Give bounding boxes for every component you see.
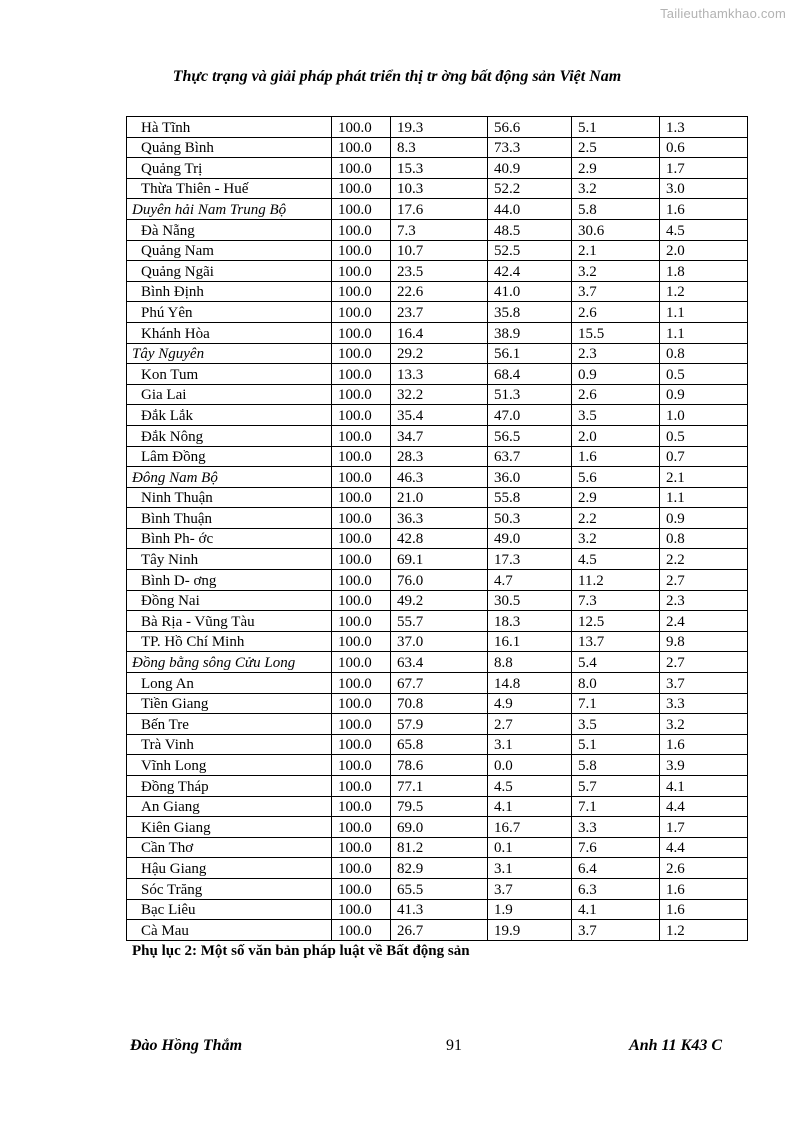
- cell-value: 2.0: [660, 240, 748, 261]
- cell-value: 17.6: [391, 199, 488, 220]
- cell-value: 100.0: [332, 240, 391, 261]
- cell-value: 8.0: [572, 673, 660, 694]
- cell-value: 40.9: [488, 158, 572, 179]
- cell-value: 35.4: [391, 405, 488, 426]
- table-row: [127, 631, 748, 652]
- cell-value: 35.8: [488, 302, 572, 323]
- cell-value: 30.5: [488, 590, 572, 611]
- cell-location-name: Hà Tĩnh: [127, 117, 332, 138]
- cell-value: 1.9: [488, 899, 572, 920]
- cell-value: 3.2: [660, 714, 748, 735]
- cell-value: 16.4: [391, 322, 488, 343]
- cell-value: 3.7: [660, 673, 748, 694]
- cell-value: 8.8: [488, 652, 572, 673]
- cell-value: 100.0: [332, 405, 391, 426]
- cell-value: 100.0: [332, 776, 391, 797]
- cell-value: 42.8: [391, 528, 488, 549]
- cell-location-name: Quảng Ngãi: [127, 261, 332, 282]
- cell-value: 76.0: [391, 570, 488, 591]
- cell-value: 1.7: [660, 817, 748, 838]
- cell-location-name: Vĩnh Long: [127, 755, 332, 776]
- cell-value: 29.2: [391, 343, 488, 364]
- cell-value: 100.0: [332, 528, 391, 549]
- cell-value: 1.1: [660, 487, 748, 508]
- cell-value: 100.0: [332, 878, 391, 899]
- cell-location-name: Tiền Giang: [127, 693, 332, 714]
- cell-value: 3.7: [572, 920, 660, 941]
- cell-value: 100.0: [332, 590, 391, 611]
- cell-value: 5.4: [572, 652, 660, 673]
- cell-value: 100.0: [332, 796, 391, 817]
- cell-value: 1.6: [660, 878, 748, 899]
- cell-value: 46.3: [391, 467, 488, 488]
- cell-value: 21.0: [391, 487, 488, 508]
- cell-value: 56.1: [488, 343, 572, 364]
- cell-value: 23.5: [391, 261, 488, 282]
- cell-value: 1.1: [660, 302, 748, 323]
- cell-value: 1.6: [660, 734, 748, 755]
- cell-value: 4.5: [488, 776, 572, 797]
- cell-value: 18.3: [488, 611, 572, 632]
- table-row: [127, 158, 748, 179]
- cell-value: 2.7: [488, 714, 572, 735]
- cell-value: 7.3: [572, 590, 660, 611]
- cell-value: 100.0: [332, 425, 391, 446]
- cell-value: 100.0: [332, 384, 391, 405]
- cell-value: 2.0: [572, 425, 660, 446]
- cell-value: 57.9: [391, 714, 488, 735]
- cell-location-name: Gia Lai: [127, 384, 332, 405]
- cell-value: 100.0: [332, 178, 391, 199]
- cell-value: 100.0: [332, 343, 391, 364]
- cell-value: 100.0: [332, 858, 391, 879]
- cell-value: 5.8: [572, 199, 660, 220]
- cell-value: 34.7: [391, 425, 488, 446]
- cell-location-name: Kiên Giang: [127, 817, 332, 838]
- cell-value: 63.4: [391, 652, 488, 673]
- cell-value: 15.5: [572, 322, 660, 343]
- table-row: [127, 920, 748, 941]
- cell-value: 100.0: [332, 920, 391, 941]
- page-footer: [130, 1037, 722, 1057]
- cell-value: 2.7: [660, 570, 748, 591]
- cell-value: 38.9: [488, 322, 572, 343]
- cell-location-name: Quảng Nam: [127, 240, 332, 261]
- cell-value: 100.0: [332, 158, 391, 179]
- cell-value: 7.3: [391, 219, 488, 240]
- cell-location-name: Ninh Thuận: [127, 487, 332, 508]
- table-row-region: [127, 652, 748, 673]
- cell-value: 4.9: [488, 693, 572, 714]
- cell-value: 4.5: [572, 549, 660, 570]
- table-row: [127, 899, 748, 920]
- cell-value: 3.7: [488, 878, 572, 899]
- cell-location-name: Bạc Liêu: [127, 899, 332, 920]
- cell-value: 65.5: [391, 878, 488, 899]
- cell-value: 4.1: [572, 899, 660, 920]
- cell-value: 100.0: [332, 549, 391, 570]
- cell-location-name: Phú Yên: [127, 302, 332, 323]
- cell-value: 22.6: [391, 281, 488, 302]
- cell-value: 3.3: [572, 817, 660, 838]
- table-row: [127, 570, 748, 591]
- cell-value: 3.5: [572, 714, 660, 735]
- cell-value: 0.9: [572, 364, 660, 385]
- cell-value: 49.2: [391, 590, 488, 611]
- cell-location-name: Tây Nguyên: [127, 343, 332, 364]
- cell-value: 100.0: [332, 652, 391, 673]
- cell-value: 1.6: [660, 899, 748, 920]
- cell-value: 3.0: [660, 178, 748, 199]
- cell-location-name: TP. Hồ Chí Minh: [127, 631, 332, 652]
- cell-value: 0.1: [488, 837, 572, 858]
- cell-value: 13.3: [391, 364, 488, 385]
- cell-value: 48.5: [488, 219, 572, 240]
- cell-value: 100.0: [332, 611, 391, 632]
- cell-value: 1.7: [660, 158, 748, 179]
- cell-value: 0.7: [660, 446, 748, 467]
- cell-value: 1.0: [660, 405, 748, 426]
- cell-value: 1.1: [660, 322, 748, 343]
- cell-value: 3.1: [488, 734, 572, 755]
- cell-value: 5.7: [572, 776, 660, 797]
- cell-value: 36.3: [391, 508, 488, 529]
- cell-value: 32.2: [391, 384, 488, 405]
- cell-value: 2.2: [660, 549, 748, 570]
- cell-value: 28.3: [391, 446, 488, 467]
- cell-value: 15.3: [391, 158, 488, 179]
- cell-value: 65.8: [391, 734, 488, 755]
- cell-value: 9.8: [660, 631, 748, 652]
- cell-value: 13.7: [572, 631, 660, 652]
- cell-value: 8.3: [391, 137, 488, 158]
- cell-value: 37.0: [391, 631, 488, 652]
- cell-location-name: Tây Ninh: [127, 549, 332, 570]
- cell-location-name: An Giang: [127, 796, 332, 817]
- table-row: [127, 693, 748, 714]
- cell-value: 3.2: [572, 178, 660, 199]
- cell-value: 5.1: [572, 734, 660, 755]
- cell-value: 1.2: [660, 281, 748, 302]
- footer-class-code: Anh 11 K43 C: [629, 1037, 722, 1054]
- cell-location-name: Bình D- ơng: [127, 570, 332, 591]
- table-row: [127, 219, 748, 240]
- cell-value: 2.9: [572, 158, 660, 179]
- table-row: [127, 508, 748, 529]
- cell-value: 7.1: [572, 693, 660, 714]
- cell-location-name: Thừa Thiên - Huế: [127, 178, 332, 199]
- cell-location-name: Cần Thơ: [127, 837, 332, 858]
- cell-value: 17.3: [488, 549, 572, 570]
- cell-value: 2.6: [660, 858, 748, 879]
- cell-value: 100.0: [332, 117, 391, 138]
- cell-value: 69.1: [391, 549, 488, 570]
- cell-location-name: Đà Nẵng: [127, 219, 332, 240]
- cell-value: 26.7: [391, 920, 488, 941]
- cell-value: 5.6: [572, 467, 660, 488]
- appendix-heading: Phụ lục 2: Một số văn bản pháp luật về Bất động sản: [132, 943, 470, 959]
- statistics-table: [126, 116, 748, 941]
- cell-value: 5.1: [572, 117, 660, 138]
- cell-location-name: Bình Định: [127, 281, 332, 302]
- cell-location-name: Hậu Giang: [127, 858, 332, 879]
- cell-value: 50.3: [488, 508, 572, 529]
- cell-value: 6.3: [572, 878, 660, 899]
- table-row: [127, 117, 748, 138]
- cell-value: 23.7: [391, 302, 488, 323]
- cell-value: 52.2: [488, 178, 572, 199]
- cell-value: 3.2: [572, 528, 660, 549]
- table-row: [127, 796, 748, 817]
- cell-location-name: Đắk Nông: [127, 425, 332, 446]
- cell-value: 0.5: [660, 364, 748, 385]
- cell-value: 100.0: [332, 137, 391, 158]
- cell-value: 2.5: [572, 137, 660, 158]
- table-row: [127, 878, 748, 899]
- cell-value: 100.0: [332, 322, 391, 343]
- cell-value: 0.6: [660, 137, 748, 158]
- cell-value: 100.0: [332, 837, 391, 858]
- cell-value: 4.7: [488, 570, 572, 591]
- cell-value: 4.5: [660, 219, 748, 240]
- table-row: [127, 817, 748, 838]
- cell-value: 56.6: [488, 117, 572, 138]
- cell-value: 0.9: [660, 508, 748, 529]
- cell-value: 1.8: [660, 261, 748, 282]
- cell-value: 3.9: [660, 755, 748, 776]
- cell-value: 100.0: [332, 446, 391, 467]
- cell-value: 56.5: [488, 425, 572, 446]
- table-row: [127, 137, 748, 158]
- cell-value: 36.0: [488, 467, 572, 488]
- table-row: [127, 405, 748, 426]
- cell-value: 19.9: [488, 920, 572, 941]
- cell-value: 55.8: [488, 487, 572, 508]
- cell-value: 100.0: [332, 714, 391, 735]
- cell-value: 2.9: [572, 487, 660, 508]
- table-row: [127, 611, 748, 632]
- cell-value: 0.5: [660, 425, 748, 446]
- cell-value: 100.0: [332, 219, 391, 240]
- table-row: [127, 322, 748, 343]
- cell-value: 1.3: [660, 117, 748, 138]
- cell-value: 81.2: [391, 837, 488, 858]
- cell-value: 100.0: [332, 487, 391, 508]
- cell-location-name: Bà Rịa - Vũng Tàu: [127, 611, 332, 632]
- table-row: [127, 178, 748, 199]
- cell-value: 0.0: [488, 755, 572, 776]
- cell-location-name: Trà Vinh: [127, 734, 332, 755]
- cell-value: 100.0: [332, 261, 391, 282]
- cell-value: 11.2: [572, 570, 660, 591]
- table-row: [127, 446, 748, 467]
- cell-value: 42.4: [488, 261, 572, 282]
- table-row-region: [127, 467, 748, 488]
- cell-value: 68.4: [488, 364, 572, 385]
- cell-value: 100.0: [332, 467, 391, 488]
- cell-location-name: Quảng Bình: [127, 137, 332, 158]
- cell-value: 3.5: [572, 405, 660, 426]
- cell-value: 100.0: [332, 899, 391, 920]
- table-row: [127, 384, 748, 405]
- table-body: [127, 117, 748, 941]
- cell-value: 2.3: [572, 343, 660, 364]
- cell-location-name: Bến Tre: [127, 714, 332, 735]
- cell-value: 100.0: [332, 570, 391, 591]
- cell-value: 2.1: [660, 467, 748, 488]
- cell-location-name: Sóc Trăng: [127, 878, 332, 899]
- table-row: [127, 487, 748, 508]
- cell-value: 77.1: [391, 776, 488, 797]
- cell-location-name: Bình Thuận: [127, 508, 332, 529]
- cell-value: 2.6: [572, 384, 660, 405]
- table-row: [127, 549, 748, 570]
- page-number: 91: [446, 1037, 462, 1054]
- cell-value: 100.0: [332, 631, 391, 652]
- cell-value: 49.0: [488, 528, 572, 549]
- cell-value: 3.7: [572, 281, 660, 302]
- cell-value: 4.1: [488, 796, 572, 817]
- cell-location-name: Lâm Đồng: [127, 446, 332, 467]
- cell-value: 2.4: [660, 611, 748, 632]
- cell-location-name: Khánh Hòa: [127, 322, 332, 343]
- cell-location-name: Đồng bằng sông Cửu Long: [127, 652, 332, 673]
- cell-value: 2.7: [660, 652, 748, 673]
- cell-value: 0.9: [660, 384, 748, 405]
- cell-value: 10.3: [391, 178, 488, 199]
- table-row: [127, 734, 748, 755]
- table-row-region: [127, 199, 748, 220]
- cell-value: 0.8: [660, 343, 748, 364]
- cell-value: 2.3: [660, 590, 748, 611]
- cell-value: 100.0: [332, 734, 391, 755]
- cell-value: 55.7: [391, 611, 488, 632]
- cell-value: 100.0: [332, 199, 391, 220]
- cell-location-name: Bình Ph- ớc: [127, 528, 332, 549]
- cell-value: 12.5: [572, 611, 660, 632]
- cell-location-name: Cà Mau: [127, 920, 332, 941]
- cell-value: 3.2: [572, 261, 660, 282]
- cell-location-name: Đồng Nai: [127, 590, 332, 611]
- cell-value: 41.0: [488, 281, 572, 302]
- cell-value: 52.5: [488, 240, 572, 261]
- table-row: [127, 776, 748, 797]
- cell-value: 100.0: [332, 364, 391, 385]
- cell-value: 2.6: [572, 302, 660, 323]
- cell-value: 16.7: [488, 817, 572, 838]
- watermark: Tailieuthamkhao.com: [660, 6, 786, 21]
- table-row: [127, 240, 748, 261]
- cell-value: 73.3: [488, 137, 572, 158]
- cell-value: 4.1: [660, 776, 748, 797]
- cell-value: 100.0: [332, 755, 391, 776]
- table-row: [127, 858, 748, 879]
- table-row: [127, 714, 748, 735]
- cell-value: 100.0: [332, 508, 391, 529]
- cell-value: 0.8: [660, 528, 748, 549]
- cell-value: 67.7: [391, 673, 488, 694]
- cell-location-name: Đông Nam Bộ: [127, 467, 332, 488]
- cell-value: 1.2: [660, 920, 748, 941]
- cell-location-name: Long An: [127, 673, 332, 694]
- cell-value: 63.7: [488, 446, 572, 467]
- cell-value: 2.2: [572, 508, 660, 529]
- table-row: [127, 755, 748, 776]
- cell-location-name: Kon Tum: [127, 364, 332, 385]
- cell-location-name: Đồng Tháp: [127, 776, 332, 797]
- cell-value: 1.6: [572, 446, 660, 467]
- table-row: [127, 528, 748, 549]
- cell-value: 19.3: [391, 117, 488, 138]
- cell-value: 6.4: [572, 858, 660, 879]
- table-row: [127, 261, 748, 282]
- page-header-title: Thực trạng và giải pháp phát triển thị tr ờng bất động sản Việt Nam: [172, 68, 622, 85]
- cell-value: 16.1: [488, 631, 572, 652]
- cell-value: 47.0: [488, 405, 572, 426]
- cell-value: 100.0: [332, 693, 391, 714]
- cell-location-name: Đắk Lắk: [127, 405, 332, 426]
- cell-value: 2.1: [572, 240, 660, 261]
- cell-value: 3.1: [488, 858, 572, 879]
- table-row: [127, 425, 748, 446]
- cell-value: 70.8: [391, 693, 488, 714]
- cell-value: 100.0: [332, 817, 391, 838]
- cell-value: 100.0: [332, 673, 391, 694]
- cell-location-name: Duyên hải Nam Trung Bộ: [127, 199, 332, 220]
- cell-value: 51.3: [488, 384, 572, 405]
- cell-value: 3.3: [660, 693, 748, 714]
- cell-value: 78.6: [391, 755, 488, 776]
- table-row: [127, 281, 748, 302]
- cell-value: 1.6: [660, 199, 748, 220]
- cell-value: 79.5: [391, 796, 488, 817]
- cell-value: 100.0: [332, 281, 391, 302]
- table-row: [127, 364, 748, 385]
- cell-value: 30.6: [572, 219, 660, 240]
- cell-value: 4.4: [660, 796, 748, 817]
- cell-value: 7.6: [572, 837, 660, 858]
- table-row: [127, 673, 748, 694]
- table-row: [127, 302, 748, 323]
- cell-value: 4.4: [660, 837, 748, 858]
- cell-value: 44.0: [488, 199, 572, 220]
- cell-value: 69.0: [391, 817, 488, 838]
- cell-location-name: Quảng Trị: [127, 158, 332, 179]
- cell-value: 14.8: [488, 673, 572, 694]
- footer-author: Đào Hồng Thắm: [130, 1037, 243, 1054]
- cell-value: 7.1: [572, 796, 660, 817]
- cell-value: 82.9: [391, 858, 488, 879]
- table-row-region: [127, 343, 748, 364]
- table-row: [127, 837, 748, 858]
- cell-value: 100.0: [332, 302, 391, 323]
- table-row: [127, 590, 748, 611]
- cell-value: 41.3: [391, 899, 488, 920]
- cell-value: 10.7: [391, 240, 488, 261]
- cell-value: 5.8: [572, 755, 660, 776]
